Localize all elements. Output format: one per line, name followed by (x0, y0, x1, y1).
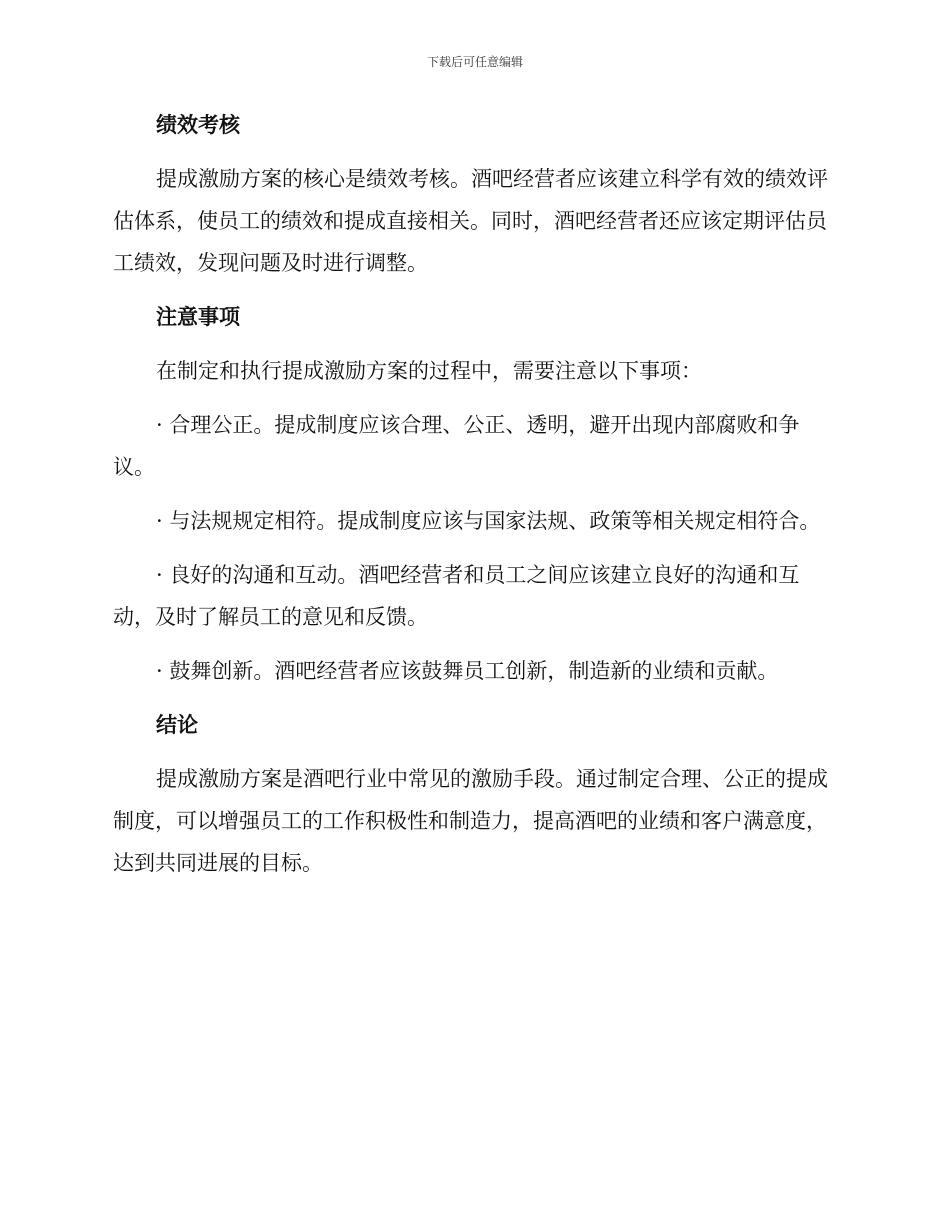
page-header: 下载后可任意编辑 (426, 55, 523, 69)
bullet-item: · 与法规规定相符。提成制度应该与国家法规、政策等相关规定相符合。 (156, 509, 821, 533)
paragraph: 提成激励方案的核心是绩效考核。酒吧经营者应该建立科学有效的绩效评估体系，使员工的绩效和提成直接相关。同时，酒吧经营者还应该定期评估员工绩效，发现问题及时进行调整。 (113, 167, 828, 275)
bullet-item: · 良好的沟通和互动。酒吧经营者和员工之间应该建立良好的沟通和互动，及时了解员工的意见和反馈。 (113, 563, 800, 629)
bullet-item: · 鼓舞创新。酒吧经营者应该鼓舞员工创新，制造新的业绩和贡献。 (156, 659, 779, 683)
document-body (113, 104, 835, 884)
bullet-item: · 合理公正。提成制度应该合理、公正、透明，避开出现内部腐败和争议。 (113, 413, 800, 479)
section-heading-notes: 注意事项 (156, 305, 240, 329)
section-heading-performance: 绩效考核 (156, 113, 240, 137)
paragraph: 提成激励方案是酒吧行业中常见的激励手段。通过制定合理、公正的提成制度，可以增强员工的工作积极性和制造力，提高酒吧的业绩和客户满意度，达到共同进展的目标。 (113, 767, 828, 875)
paragraph: 在制定和执行提成激励方案的过程中，需要注意以下事项： (156, 359, 702, 383)
section-heading-conclusion: 结论 (156, 713, 198, 737)
